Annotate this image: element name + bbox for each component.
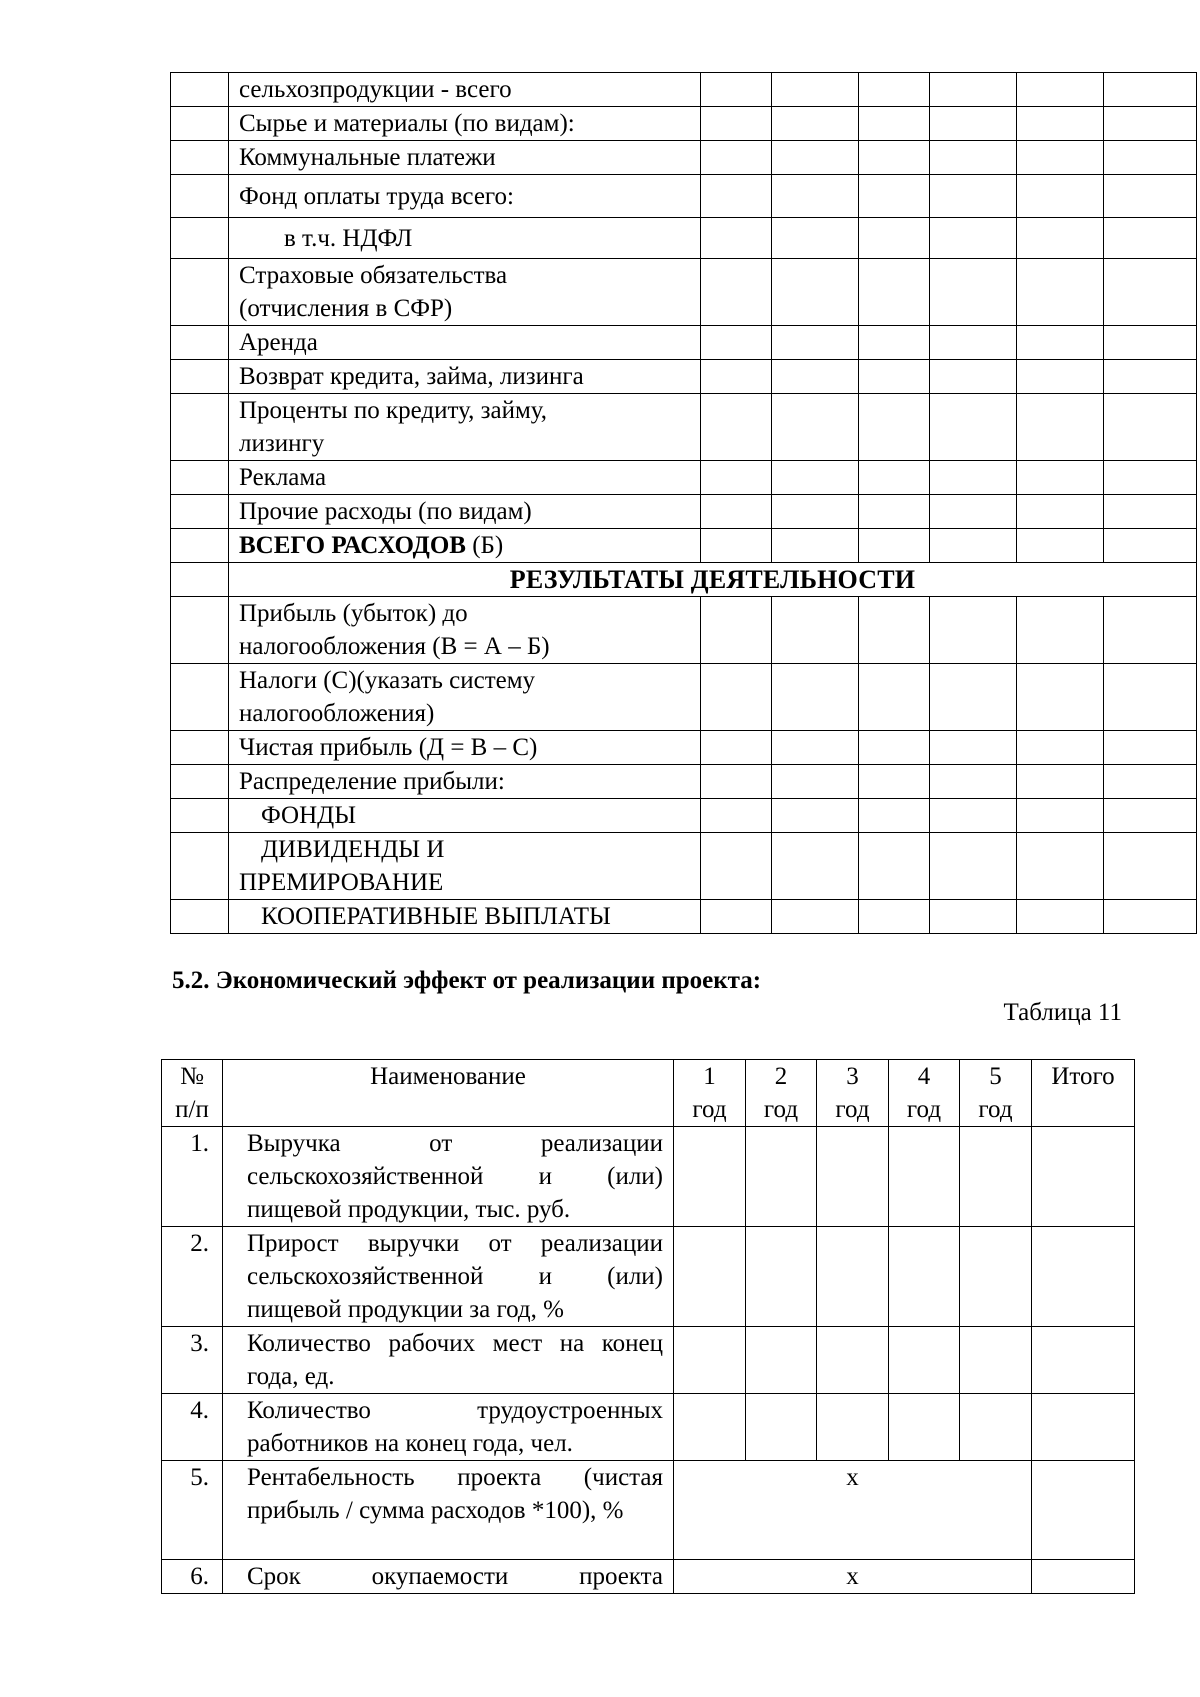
row-label: Проценты по кредиту, займу, лизингу <box>229 394 701 461</box>
value-cell <box>772 597 859 664</box>
value-cell <box>859 394 930 461</box>
row-number-cell <box>171 664 229 731</box>
value-cell <box>772 731 859 765</box>
value-cell <box>1017 799 1104 833</box>
value-cell <box>701 107 772 141</box>
value-cell <box>1104 360 1197 394</box>
value-cell <box>859 765 930 799</box>
row-number-cell <box>171 326 229 360</box>
row-label: Прибыль (убыток) до налогообложения (В = А – Б) <box>229 597 701 664</box>
header-num: № п/п <box>162 1060 223 1127</box>
table-row <box>171 799 1197 833</box>
row-number-cell <box>171 107 229 141</box>
year-value-cell <box>674 1127 746 1227</box>
row-number-cell <box>171 175 229 218</box>
row-number-cell <box>171 360 229 394</box>
table-row <box>171 529 1197 563</box>
value-cell <box>859 259 930 326</box>
value-cell <box>930 765 1017 799</box>
row-label: Коммунальные платежи <box>229 141 701 175</box>
total-cell <box>1032 1394 1135 1461</box>
value-cell <box>859 360 930 394</box>
row-number-cell <box>171 259 229 326</box>
table-row <box>162 1560 1135 1594</box>
row-label: КООПЕРАТИВНЫЕ ВЫПЛАТЫ <box>229 900 701 934</box>
row-label: Количество рабочих мест на конец года, ед. <box>223 1327 674 1394</box>
row-label: Рентабельность проекта (чистая прибыль / сумма расходов *100), % <box>223 1461 674 1560</box>
value-cell <box>930 495 1017 529</box>
value-cell <box>930 175 1017 218</box>
value-cell <box>1104 461 1197 495</box>
value-cell <box>930 360 1017 394</box>
row-label: Распределение прибыли: <box>229 765 701 799</box>
table-row <box>162 1127 1135 1227</box>
value-cell <box>859 833 930 900</box>
value-cell <box>1017 175 1104 218</box>
row-number: 6. <box>162 1560 223 1594</box>
value-cell <box>930 141 1017 175</box>
value-cell <box>859 731 930 765</box>
value-cell <box>1017 731 1104 765</box>
value-cell <box>772 394 859 461</box>
row-number-cell <box>171 563 229 597</box>
value-cell <box>859 799 930 833</box>
value-cell <box>1104 259 1197 326</box>
value-cell <box>772 326 859 360</box>
value-cell <box>1017 326 1104 360</box>
value-cell <box>1017 107 1104 141</box>
table-caption: Таблица 11 <box>1003 999 1122 1026</box>
value-cell <box>772 259 859 326</box>
value-cell <box>772 175 859 218</box>
value-cell <box>1104 765 1197 799</box>
value-cell <box>1017 394 1104 461</box>
total-cell <box>1032 1127 1135 1227</box>
table-row <box>171 107 1197 141</box>
value-cell <box>701 360 772 394</box>
value-cell <box>701 799 772 833</box>
value-cell <box>930 597 1017 664</box>
value-cell <box>701 218 772 259</box>
value-cell <box>701 833 772 900</box>
year-value-cell <box>817 1327 889 1394</box>
row-number-cell <box>171 900 229 934</box>
year-value-cell <box>960 1227 1032 1327</box>
value-cell <box>1017 495 1104 529</box>
value-cell <box>1017 765 1104 799</box>
row-number-cell <box>171 73 229 107</box>
value-cell <box>930 900 1017 934</box>
value-cell <box>1104 495 1197 529</box>
table-row <box>171 259 1197 326</box>
value-cell <box>1017 141 1104 175</box>
value-cell <box>859 495 930 529</box>
value-cell <box>930 394 1017 461</box>
row-number-cell <box>171 731 229 765</box>
value-cell <box>1104 900 1197 934</box>
value-cell <box>701 141 772 175</box>
value-cell <box>859 529 930 563</box>
year-value-cell <box>674 1394 746 1461</box>
year-value-cell <box>746 1127 817 1227</box>
value-cell <box>1104 394 1197 461</box>
value-cell <box>772 495 859 529</box>
value-cell <box>1104 218 1197 259</box>
value-cell <box>859 175 930 218</box>
value-cell <box>859 326 930 360</box>
row-number-cell <box>171 765 229 799</box>
table-row <box>171 73 1197 107</box>
row-label: Аренда <box>229 326 701 360</box>
value-cell <box>930 326 1017 360</box>
table-row <box>171 175 1197 218</box>
value-cell <box>930 259 1017 326</box>
row-number-cell <box>171 833 229 900</box>
row-label-rest: (Б) <box>465 532 504 559</box>
value-cell <box>772 360 859 394</box>
value-cell <box>1104 326 1197 360</box>
row-label: Чистая прибыль (Д = В – С) <box>229 731 701 765</box>
row-label: ДИВИДЕНДЫ И ПРЕМИРОВАНИЕ <box>229 833 701 900</box>
value-cell <box>1104 107 1197 141</box>
value-cell <box>859 107 930 141</box>
value-cell <box>701 597 772 664</box>
value-cell <box>859 900 930 934</box>
year-value-cell <box>960 1327 1032 1394</box>
row-label: Выручка от реализации сельскохозяйственной и (или) пищевой продукции, тыс. руб. <box>223 1127 674 1227</box>
value-cell <box>1104 73 1197 107</box>
row-number-cell <box>171 141 229 175</box>
value-cell <box>930 73 1017 107</box>
value-cell <box>859 664 930 731</box>
value-cell <box>701 765 772 799</box>
value-cell <box>701 175 772 218</box>
row-label: Количество трудоустроенных работников на конец года, чел. <box>223 1394 674 1461</box>
table-row <box>162 1227 1135 1327</box>
value-cell <box>701 326 772 360</box>
row-label: Реклама <box>229 461 701 495</box>
value-cell <box>701 495 772 529</box>
value-cell <box>1017 73 1104 107</box>
value-cell <box>930 529 1017 563</box>
table-row <box>171 900 1197 934</box>
header-name: Наименование <box>223 1060 674 1127</box>
value-cell <box>772 461 859 495</box>
value-cell <box>1104 799 1197 833</box>
year-value-cell <box>889 1327 960 1394</box>
total-cell <box>1032 1327 1135 1394</box>
value-cell <box>772 833 859 900</box>
row-label: Налоги (С)(указать систему налогообложения) <box>229 664 701 731</box>
value-cell <box>1104 731 1197 765</box>
table-row <box>171 833 1197 900</box>
value-cell <box>772 765 859 799</box>
value-cell <box>930 461 1017 495</box>
value-cell <box>701 900 772 934</box>
header-row <box>162 1060 1135 1127</box>
value-cell <box>859 141 930 175</box>
row-label: сельхозпродукции - всего <box>229 73 701 107</box>
value-cell <box>772 141 859 175</box>
header-year-1: 1 год <box>674 1060 746 1127</box>
table-row <box>162 1327 1135 1394</box>
value-cell <box>930 731 1017 765</box>
value-cell <box>772 73 859 107</box>
table-row <box>162 1461 1135 1560</box>
table-row <box>171 141 1197 175</box>
year-value-cell <box>817 1394 889 1461</box>
value-cell <box>1017 360 1104 394</box>
value-cell <box>772 799 859 833</box>
value-cell <box>930 799 1017 833</box>
row-label-bold: ВСЕГО РАСХОДОВ <box>239 532 466 559</box>
value-cell <box>1104 597 1197 664</box>
value-cell <box>701 259 772 326</box>
expenses-results-table-body <box>171 73 1197 934</box>
value-cell <box>701 664 772 731</box>
value-cell <box>1104 175 1197 218</box>
value-cell <box>859 218 930 259</box>
row-number-cell <box>171 495 229 529</box>
table-row <box>171 360 1197 394</box>
row-number: 3. <box>162 1327 223 1394</box>
header-year-3: 3 год <box>817 1060 889 1127</box>
row-label: в т.ч. НДФЛ <box>229 218 701 259</box>
value-cell <box>1017 597 1104 664</box>
header-total: Итого <box>1032 1060 1135 1127</box>
row-number: 5. <box>162 1461 223 1560</box>
section-heading: 5.2. Экономический эффект от реализации проекта: <box>172 967 762 994</box>
value-cell <box>1104 141 1197 175</box>
economic-effect-table-body <box>162 1060 1135 1594</box>
row-number-cell <box>171 597 229 664</box>
row-number: 4. <box>162 1394 223 1461</box>
value-cell <box>1104 664 1197 731</box>
expenses-results-table <box>170 72 1197 934</box>
value-cell <box>1017 529 1104 563</box>
row-label: Сырье и материалы (по видам): <box>229 107 701 141</box>
value-cell <box>701 461 772 495</box>
value-cell <box>859 461 930 495</box>
row-label: Срок окупаемости проекта <box>223 1560 674 1594</box>
table-row <box>171 326 1197 360</box>
value-cell <box>701 731 772 765</box>
value-cell <box>1104 529 1197 563</box>
row-number-cell <box>171 394 229 461</box>
value-cell <box>859 73 930 107</box>
table-row <box>171 394 1197 461</box>
value-cell <box>772 664 859 731</box>
header-year-4: 4 год <box>889 1060 960 1127</box>
value-cell <box>701 529 772 563</box>
table-row <box>171 765 1197 799</box>
table-row <box>171 461 1197 495</box>
table-row <box>171 664 1197 731</box>
value-cell <box>1017 900 1104 934</box>
table-row <box>171 495 1197 529</box>
row-label: Возврат кредита, займа, лизинга <box>229 360 701 394</box>
merged-years-cell: х <box>674 1461 1032 1560</box>
table-row <box>171 597 1197 664</box>
year-value-cell <box>889 1127 960 1227</box>
table-row <box>171 218 1197 259</box>
row-number-cell <box>171 218 229 259</box>
value-cell <box>930 218 1017 259</box>
header-year-2: 2 год <box>746 1060 817 1127</box>
value-cell <box>930 833 1017 900</box>
year-value-cell <box>889 1227 960 1327</box>
year-value-cell <box>674 1327 746 1394</box>
value-cell <box>1104 833 1197 900</box>
value-cell <box>1017 664 1104 731</box>
row-number-cell <box>171 799 229 833</box>
total-cell <box>1032 1227 1135 1327</box>
total-cell <box>1032 1461 1135 1560</box>
value-cell <box>772 900 859 934</box>
value-cell <box>930 664 1017 731</box>
value-cell <box>772 529 859 563</box>
year-value-cell <box>889 1394 960 1461</box>
section-title: РЕЗУЛЬТАТЫ ДЕЯТЕЛЬНОСТИ <box>229 563 1197 597</box>
value-cell <box>701 394 772 461</box>
year-value-cell <box>746 1394 817 1461</box>
row-label <box>229 529 701 563</box>
value-cell <box>701 73 772 107</box>
value-cell <box>772 107 859 141</box>
year-value-cell <box>746 1327 817 1394</box>
merged-years-cell: х <box>674 1560 1032 1594</box>
table-row <box>171 731 1197 765</box>
value-cell <box>1017 461 1104 495</box>
row-label: Прочие расходы (по видам) <box>229 495 701 529</box>
value-cell <box>1017 259 1104 326</box>
year-value-cell <box>960 1127 1032 1227</box>
row-number-cell <box>171 529 229 563</box>
year-value-cell <box>674 1227 746 1327</box>
row-label: Страховые обязательства (отчисления в СФР) <box>229 259 701 326</box>
row-number: 2. <box>162 1227 223 1327</box>
year-value-cell <box>817 1227 889 1327</box>
row-label: Фонд оплаты труда всего: <box>229 175 701 218</box>
value-cell <box>930 107 1017 141</box>
value-cell <box>1017 218 1104 259</box>
value-cell <box>1017 833 1104 900</box>
row-label: ФОНДЫ <box>229 799 701 833</box>
header-year-5: 5 год <box>960 1060 1032 1127</box>
row-label: Прирост выручки от реализации сельскохозяйственной и (или) пищевой продукции за год, % <box>223 1227 674 1327</box>
economic-effect-table <box>161 1059 1135 1594</box>
total-cell <box>1032 1560 1135 1594</box>
row-number-cell <box>171 461 229 495</box>
year-value-cell <box>960 1394 1032 1461</box>
value-cell <box>859 597 930 664</box>
table-row <box>171 563 1197 597</box>
row-number: 1. <box>162 1127 223 1227</box>
value-cell <box>772 218 859 259</box>
table-row <box>162 1394 1135 1461</box>
year-value-cell <box>817 1127 889 1227</box>
year-value-cell <box>746 1227 817 1327</box>
